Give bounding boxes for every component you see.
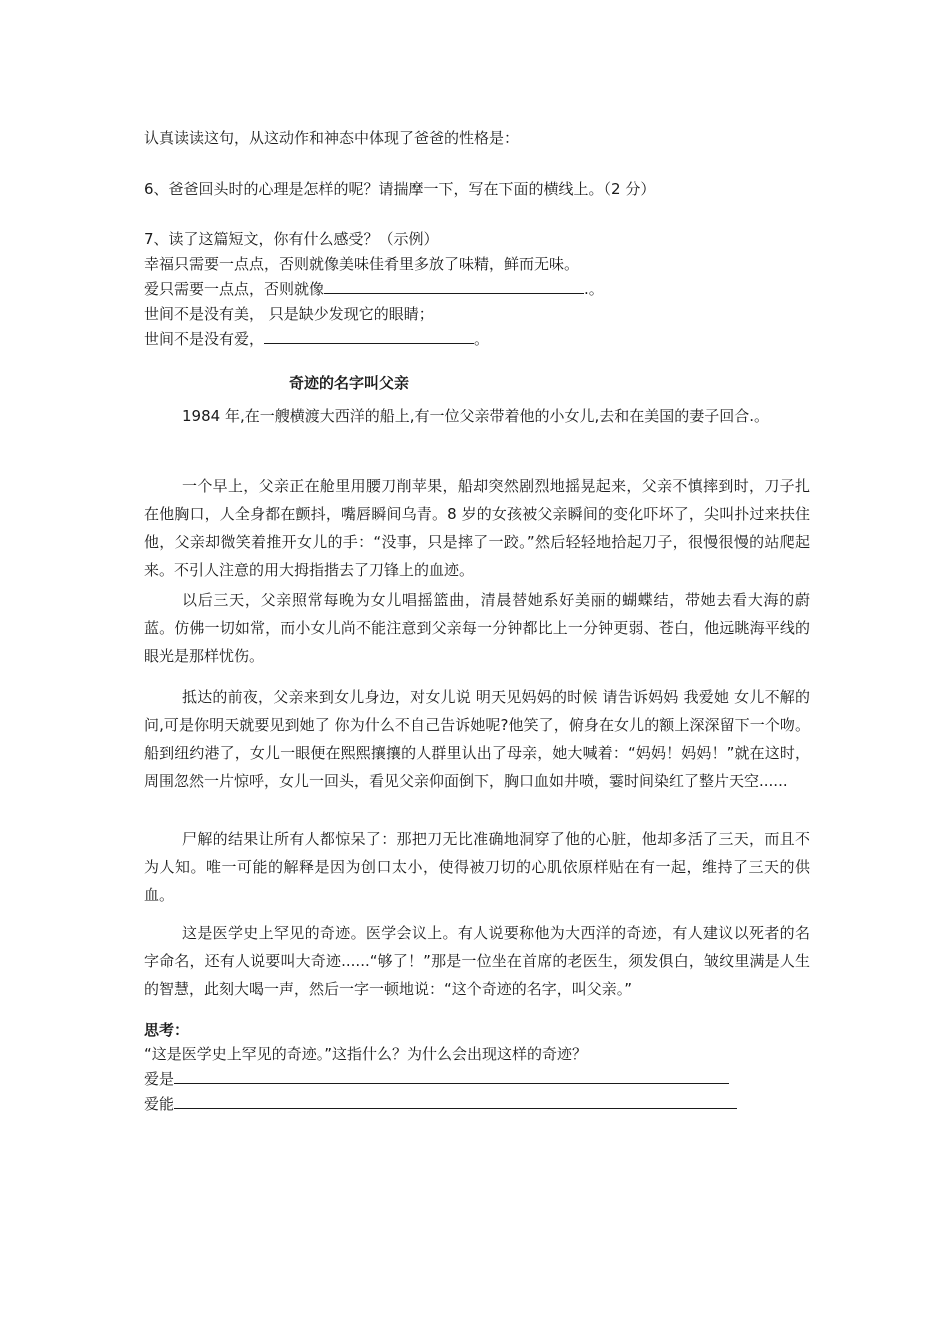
example-line-2-suffix: .。 <box>584 280 604 298</box>
article-paragraph: 这是医学史上罕见的奇迹。医学会议上。有人说要称他为大西洋的奇迹，有人建议以死者的名字命名，还有人说要叫大奇迹......“够了！”那是一位坐在首席的老医生，须发俱白，皱纹里满是人生的智慧，此刻大喝一声，然后一字一顿地说：“这个奇迹的名字，叫父亲。” <box>144 924 810 998</box>
answer-blank[interactable] <box>264 329 474 344</box>
article-paragraph: 抵达的前夜，父亲来到女儿身边，对女儿说 明天见妈妈的时候 请告诉妈妈 我爱她 女儿不解的问,可是你明天就要见到她了 你为什么不自己告诉她呢?他笑了，俯身在女儿的额上深深留下一个吻。船到纽约港了，女儿一眼便在熙熙攘攘的人群里认出了母亲，她大喊着：“妈妈！妈妈！”就在这时，周围忽然一片惊呼，女儿一回头，看见父亲仰面倒下，胸口血如井喷，霎时间染红了整片天空...... <box>144 688 810 790</box>
love-can-line <box>144 1094 737 1114</box>
article-paragraph: 尸解的结果让所有人都惊呆了：那把刀无比准确地洞穿了他的心脏，他却多活了三天，而且不为人知。唯一可能的解释是因为创口太小，使得被刀切的心肌依原样贴在有一起，维持了三天的供血。 <box>144 830 810 904</box>
love-is-line <box>144 1069 729 1089</box>
article-paragraph: 以后三天，父亲照常每晚为女儿唱摇篮曲，清晨替她系好美丽的蝴蝶结，带她去看大海的蔚蓝。仿佛一切如常，而小女儿尚不能注意到父亲每一分钟都比上一分钟更弱、苍白，他远眺海平线的眼光是那样忧伤。 <box>144 591 810 665</box>
article-paragraph: 1984 年,在一艘横渡大西洋的船上,有一位父亲带着他的小女儿,去和在美国的妻子回合.。 <box>182 407 770 425</box>
answer-blank[interactable] <box>174 1069 729 1084</box>
article-paragraph: 一个早上，父亲正在舱里用腰刀削苹果，船却突然剧烈地摇晃起来，父亲不慎摔到时，刀子扎在他胸口，人全身都在颤抖，嘴唇瞬间乌青。8 岁的女孩被父亲瞬间的变化吓坏了，尖叫扑过来扶住他，父亲却微笑着推开女儿的手：“没事，只是摔了一跤。”然后轻轻地拾起刀子，很慢很慢的站爬起来。不引人注意的用大拇指揩去了刀锋上的血迹。 <box>144 477 810 579</box>
article-title: 奇迹的名字叫父亲 <box>288 374 409 392</box>
question-7: 7、读了这篇短文，你有什么感受？（示例） <box>144 230 439 248</box>
answer-blank[interactable] <box>324 279 584 294</box>
love-can-label: 爱能 <box>144 1095 175 1113</box>
example-line-2-prefix: 爱只需要一点点，否则就像 <box>144 280 325 298</box>
thinking-heading: 思考： <box>144 1021 190 1039</box>
example-line-4-suffix: 。 <box>474 330 490 348</box>
example-line-4-prefix: 世间不是没有爱， <box>144 330 265 348</box>
example-line-3: 世间不是没有美， 只是缺少发现它的眼睛； <box>144 305 434 323</box>
example-line-1: 幸福只需要一点点，否则就像美味佳肴里多放了味精，鲜而无味。 <box>144 255 580 273</box>
love-is-label: 爱是 <box>144 1070 175 1088</box>
answer-blank[interactable] <box>174 1094 737 1109</box>
example-line-2 <box>144 279 604 299</box>
question-6: 6、爸爸回头时的心理是怎样的呢？请揣摩一下，写在下面的横线上。（2 分） <box>144 180 656 198</box>
example-line-4 <box>144 329 489 349</box>
thinking-question: “这是医学史上罕见的奇迹。”这指什么？为什么会出现这样的奇迹？ <box>144 1045 588 1063</box>
question-intro: 认真读读这句，从这动作和神态中体现了爸爸的性格是： <box>144 129 520 147</box>
